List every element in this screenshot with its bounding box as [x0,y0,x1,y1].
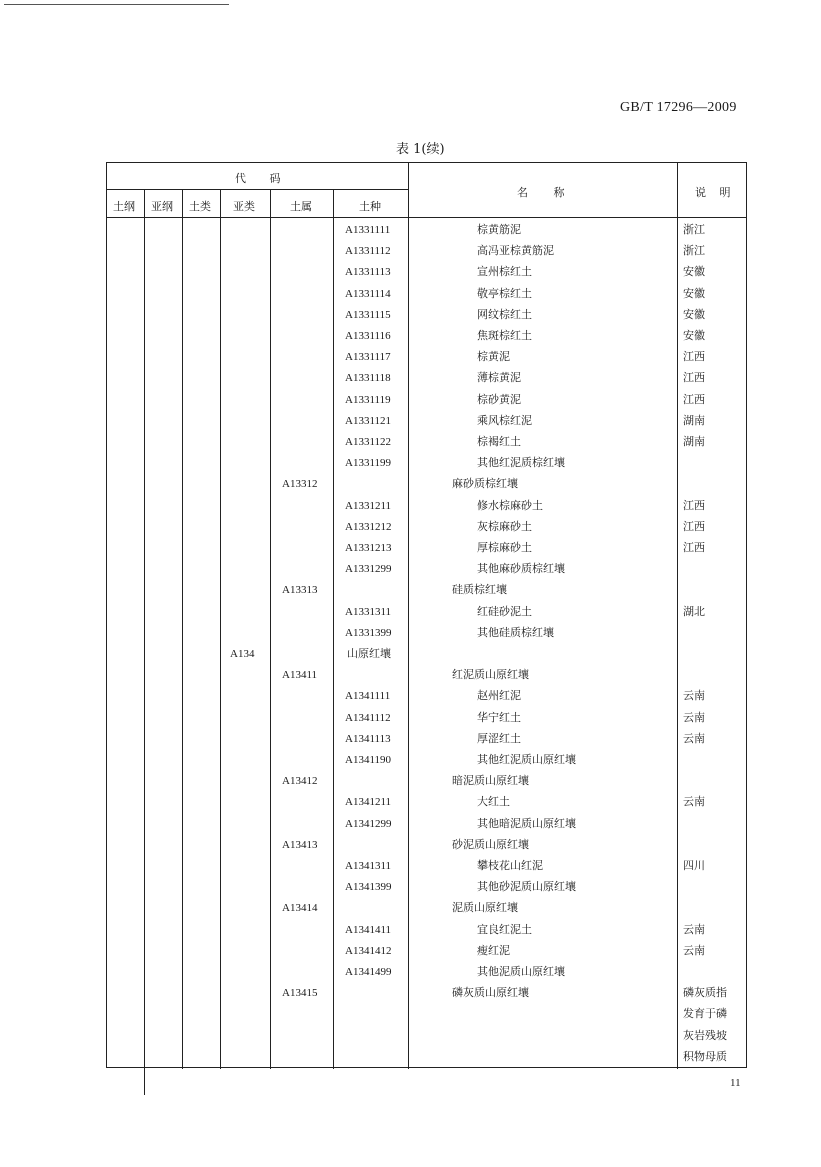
species-code: A1331113 [345,266,391,278]
species-code: A1341111 [345,690,391,702]
soil-name: 棕黄泥 [477,350,510,363]
code-table [106,162,747,1068]
note: 江西 [683,520,705,533]
soil-name: 其他麻砂质棕红壤 [477,562,565,575]
note: 云南 [683,732,705,745]
soil-name: 棕褐红土 [477,435,521,448]
grid-line [408,163,409,1069]
note: 发育于磷 [683,1007,727,1020]
soil-name: 灰棕麻砂土 [477,520,532,533]
soil-name: 暗泥质山原红壤 [452,774,529,787]
genus-code: A13411 [282,669,318,681]
species-code: A1331121 [345,415,392,427]
note: 灰岩残坡 [683,1029,727,1042]
species-code: A1331212 [345,521,392,533]
species-code: A1331114 [345,288,391,300]
soil-name: 其他泥质山原红壤 [477,965,565,978]
soil-name: 修水棕麻砂土 [477,499,543,512]
soil-name: 华宁红土 [477,711,521,724]
note: 安徽 [683,308,705,321]
soil-name: 厚涩红土 [477,732,521,745]
note: 江西 [683,350,705,363]
col-header-species: 土种 [359,200,381,213]
note: 湖北 [683,605,705,618]
col-header-suborder: 亚纲 [151,200,173,213]
species-code: A1341299 [345,818,392,830]
soil-name: 泥质山原红壤 [452,901,518,914]
soil-name: 攀枝花山红泥 [477,859,543,872]
soil-name: 硅质棕红壤 [452,583,507,596]
soil-name: 焦斑棕红土 [477,329,532,342]
note: 江西 [683,541,705,554]
col-header-order: 土纲 [113,200,135,213]
grid-line [333,189,334,1069]
note: 安徽 [683,329,705,342]
species-code: A1341190 [345,754,392,766]
soil-name: 其他红泥质山原红壤 [477,753,576,766]
note: 云南 [683,689,705,702]
soil-name: 棕黄筋泥 [477,223,521,236]
note: 四川 [683,859,705,872]
grid-line [270,189,271,1069]
grid-line [220,189,221,1069]
soil-name: 乘风棕红泥 [477,414,532,427]
species-code: A1341412 [345,945,392,957]
soil-name: 敬亭棕红土 [477,287,532,300]
col-header-name: 名 称 [517,186,565,199]
species-code: A1341411 [345,924,392,936]
soil-name: 宜良红泥土 [477,923,532,936]
note: 浙江 [683,223,705,236]
species-code: A1341211 [345,796,392,808]
note: 磷灰质指 [683,986,727,999]
soil-name: 其他硅质棕红壤 [477,626,554,639]
soil-name: 红硅砂泥土 [477,605,532,618]
standard-number: GB/T 17296—2009 [620,100,737,115]
grid-line [144,189,145,1095]
species-code: A1341499 [345,966,392,978]
note: 云南 [683,711,705,724]
species-code: A1331119 [345,394,391,406]
species-code: A1331211 [345,500,392,512]
soil-name: 红泥质山原红壤 [452,668,529,681]
col-header-note: 说 明 [695,186,731,199]
genus-code: A13414 [282,902,318,914]
col-header-genus: 土属 [290,200,312,213]
grid-line [107,217,746,218]
soil-name: 山原红壤 [347,647,391,660]
note: 湖南 [683,414,705,427]
col-header-subgroup: 亚类 [233,200,255,213]
note: 安徽 [683,287,705,300]
soil-name: 砂泥质山原红壤 [452,838,529,851]
species-code: A1331122 [345,436,392,448]
soil-name: 其他红泥质棕红壤 [477,456,565,469]
soil-name: 其他暗泥质山原红壤 [477,817,576,830]
subgroup-code: A134 [230,648,255,660]
soil-name: 其他砂泥质山原红壤 [477,880,576,893]
species-code: A1331199 [345,457,392,469]
scan-artifact-line [4,4,229,8]
genus-code: A13412 [282,775,318,787]
note: 云南 [683,795,705,808]
species-code: A1331116 [345,330,391,342]
species-code: A1331117 [345,351,391,363]
note: 浙江 [683,244,705,257]
note: 湖南 [683,435,705,448]
species-code: A1341311 [345,860,392,872]
note: 积物母质 [683,1050,727,1063]
code-group-header: 代 码 [235,172,281,185]
species-code: A1331112 [345,245,391,257]
grid-line [677,163,678,1069]
note: 安徽 [683,265,705,278]
page-number: 11 [730,1077,741,1089]
grid-line [107,189,408,190]
note: 云南 [683,923,705,936]
species-code: A1331399 [345,627,392,639]
grid-line [182,189,183,1069]
genus-code: A13415 [282,987,318,999]
soil-name: 网纹棕红土 [477,308,532,321]
note: 云南 [683,944,705,957]
note: 江西 [683,499,705,512]
soil-name: 棕砂黄泥 [477,393,521,406]
genus-code: A13413 [282,839,318,851]
soil-name: 宣州棕红土 [477,265,532,278]
soil-name: 大红土 [477,795,510,808]
species-code: A1331111 [345,224,391,236]
soil-name: 高冯亚棕黄筋泥 [477,244,554,257]
note: 江西 [683,393,705,406]
species-code: A1331299 [345,563,392,575]
col-header-group: 土类 [189,200,211,213]
soil-name: 薄棕黄泥 [477,371,521,384]
table-caption: 表 1(续) [396,142,445,157]
species-code: A1341112 [345,712,391,724]
soil-name: 麻砂质棕红壤 [452,477,518,490]
species-code: A1341113 [345,733,391,745]
genus-code: A13312 [282,478,318,490]
genus-code: A13313 [282,584,318,596]
species-code: A1331115 [345,309,391,321]
soil-name: 瘦红泥 [477,944,510,957]
species-code: A1331213 [345,542,392,554]
soil-name: 赵州红泥 [477,689,521,702]
species-code: A1331311 [345,606,392,618]
species-code: A1341399 [345,881,392,893]
note: 江西 [683,371,705,384]
soil-name: 厚棕麻砂土 [477,541,532,554]
soil-name: 磷灰质山原红壤 [452,986,529,999]
species-code: A1331118 [345,372,391,384]
